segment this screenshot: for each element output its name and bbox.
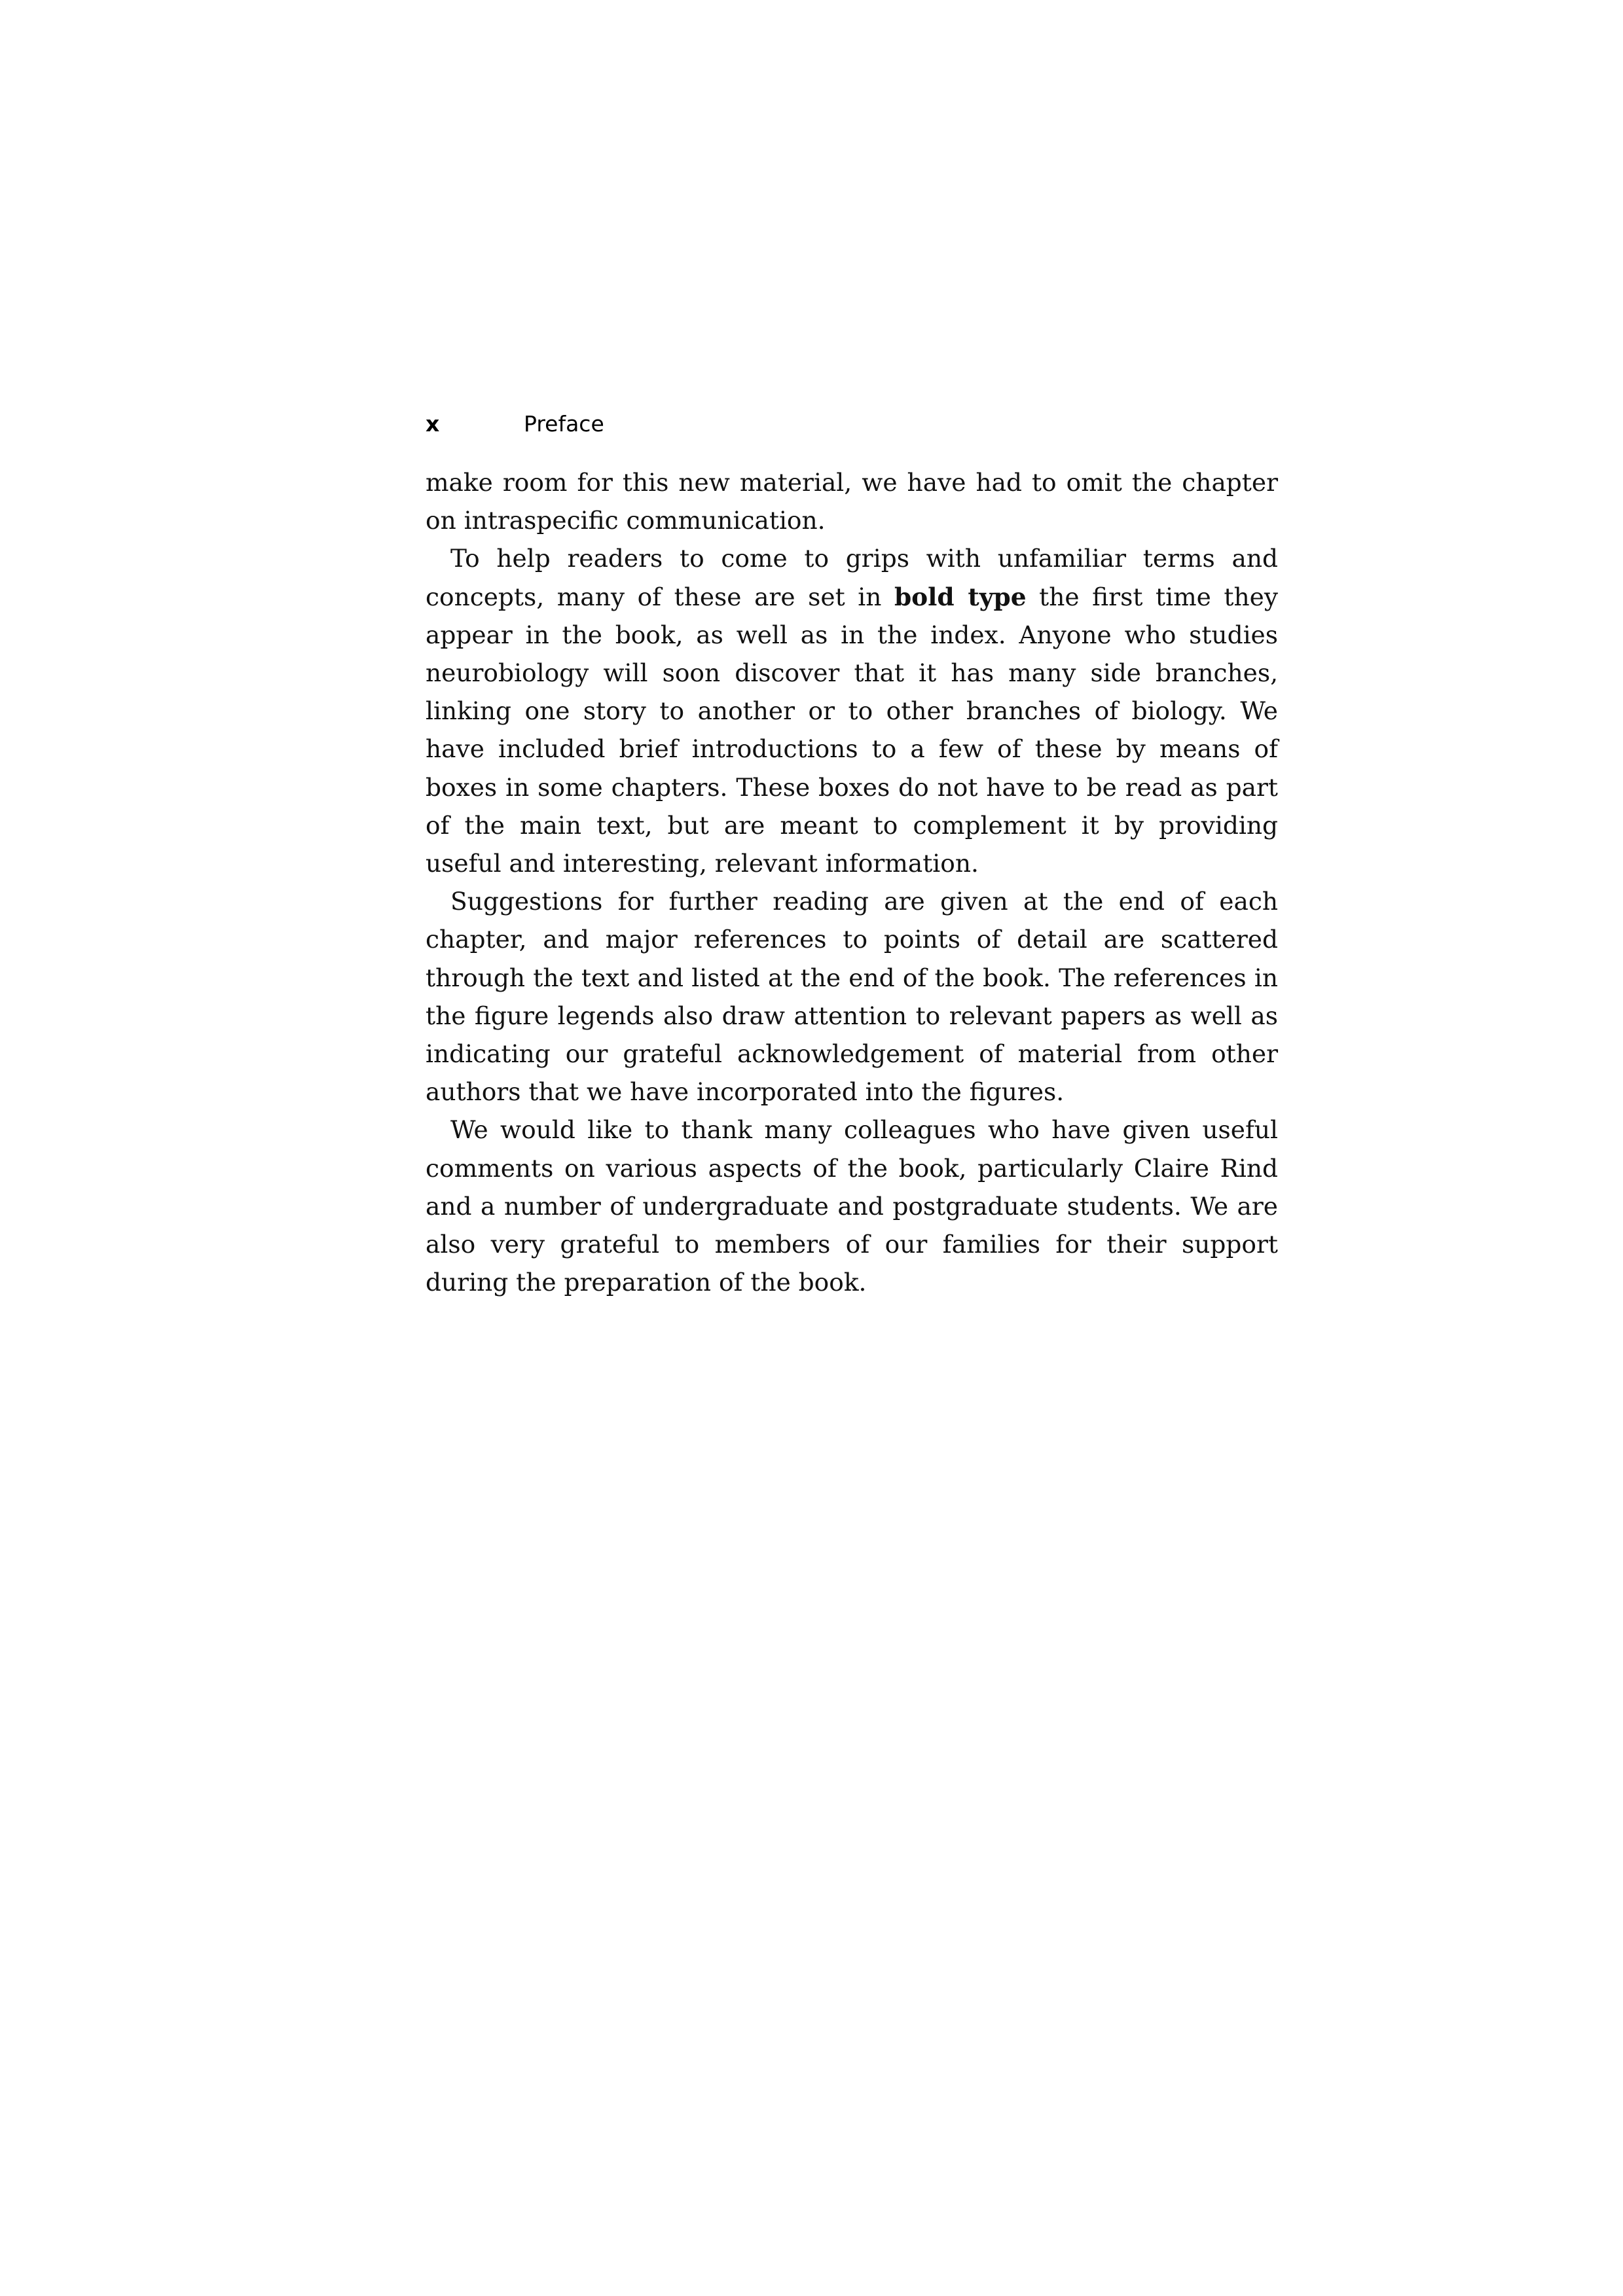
page-number: x (426, 411, 440, 437)
body-text (426, 463, 1278, 1301)
paragraph-text: To help readers to come to grips with unfamiliar terms and concepts, many of these are set in (426, 544, 1278, 611)
bold-term: bold type (894, 582, 1027, 611)
running-head (426, 407, 1277, 441)
paragraph-further-reading: Suggestions for further reading are given at the end of each chapter, and major references to points of detail are scattered through the text and listed at the end of the book. The references in the figure legends also draw attention to relevant papers as well as indicating our grateful acknowledgement of material from other authors that we have incorporated into the figures. (426, 887, 1278, 1107)
paragraph-text: the first time they appear in the book, as well as in the index. Anyone who studies neurobiology will soon discover that it has many side branches, linking one story to another or to other branches of biology. We have included brief introductions to a few of these by means of boxes in some chapters. These boxes do not have to be read as part of the main text, but are meant to complement it by providing useful and interesting, relevant information. (426, 582, 1278, 878)
running-head-title: Preface (524, 411, 604, 437)
paragraph-bold-type (426, 539, 1278, 882)
paragraph-acknowledgements: We would like to thank many colleagues who have given useful comments on various aspects of the book, particularly Claire Rind and a number of undergraduate and postgraduate students. We are also very grateful to members of our families for their support during the preparation of the book. (426, 1115, 1278, 1297)
paragraph-continued: make room for this new material, we have had to omit the chapter on intraspecific communication. (426, 468, 1278, 535)
